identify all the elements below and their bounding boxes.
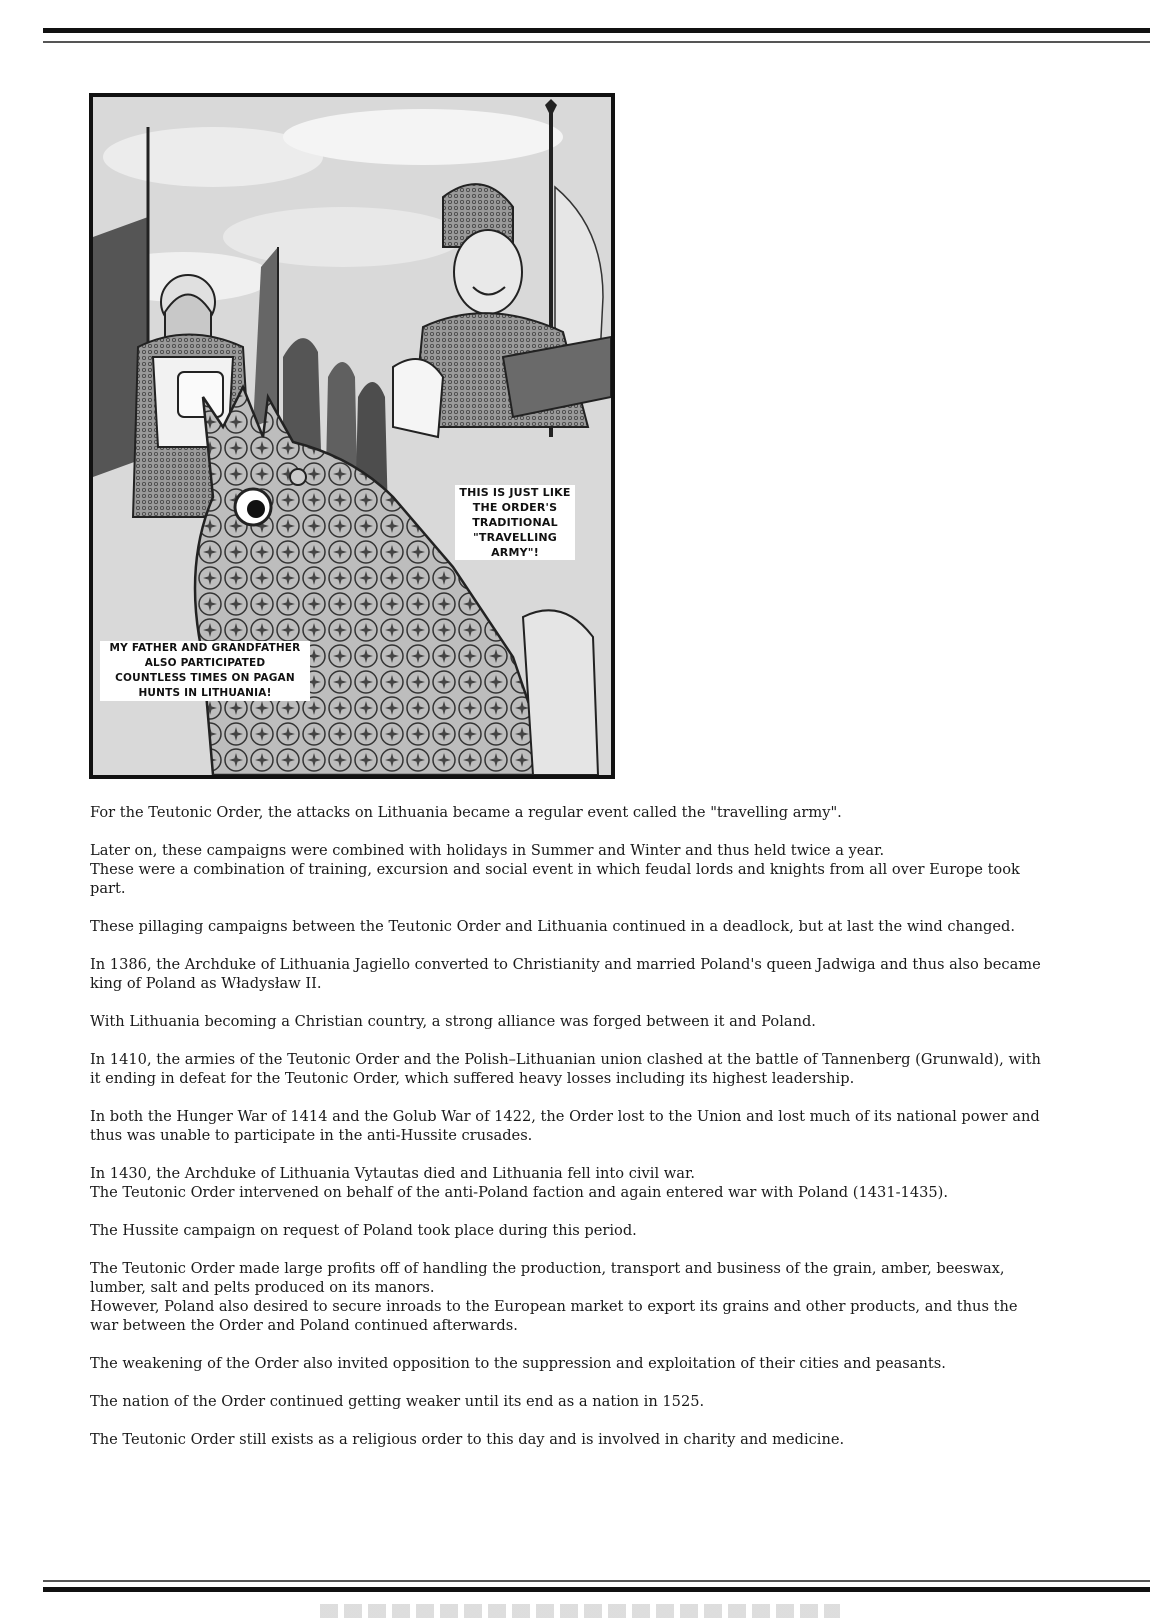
paragraph: The Teutonic Order made large profits off of handling the production, transport and business of the grain, amber, beeswax, lumber, salt and pelts produced on its manors. However, Poland also desired to secure inroads to the European market to export its grains and other products, and thus the war between the Order and Poland continued afterwards.: [90, 1260, 1018, 1334]
cropped-footer-text: [320, 1604, 840, 1618]
paragraph: These pillaging campaigns between the Teutonic Order and Lithuania continued in a deadlock, but at last the wind changed.: [90, 918, 1015, 935]
top-border-thick: [43, 28, 1150, 33]
speech-bubble-left: MY FATHER AND GRANDFATHER ALSO PARTICIPATED COUNTLESS TIMES ON PAGAN HUNTS IN LITHUANIA!: [100, 641, 310, 701]
paragraph: With Lithuania becoming a Christian country, a strong alliance was forged between it and Poland.: [90, 1013, 816, 1030]
speech-bubble-right: THIS IS JUST LIKE THE ORDER'S TRADITIONAL "TRAVELLING ARMY"!: [455, 485, 575, 560]
paragraph: In 1410, the armies of the Teutonic Order and the Polish–Lithuanian union clashed at the battle of Tannenberg (Grunwald), with it ending in defeat for the Teutonic Order, which suffered heavy losses including its highest leadership.: [90, 1051, 1041, 1087]
bottom-border-thin: [43, 1580, 1150, 1582]
top-border-thin: [43, 41, 1150, 43]
paragraph: Later on, these campaigns were combined with holidays in Summer and Winter and thus held twice a year. These were a combination of training, excursion and social event in which feudal lords and knights from all over Europe took part.: [90, 842, 1020, 897]
paragraph: In both the Hunger War of 1414 and the Golub War of 1422, the Order lost to the Union and lost much of its national power and thus was unable to participate in the anti-Hussite crusades.: [90, 1108, 1040, 1144]
paragraph: For the Teutonic Order, the attacks on Lithuania became a regular event called the "travelling army".: [90, 804, 842, 821]
paragraph: In 1430, the Archduke of Lithuania Vytautas died and Lithuania fell into civil war. The Teutonic Order intervened on behalf of the anti-Poland faction and again entered war with Poland (1431-1435).: [90, 1165, 949, 1201]
bottom-border-thick: [43, 1587, 1150, 1592]
paragraph: The nation of the Order continued getting weaker until its end as a nation in 1525.: [90, 1393, 705, 1410]
article-body: [90, 803, 1045, 1468]
paragraph: The Teutonic Order still exists as a religious order to this day and is involved in charity and medicine.: [90, 1431, 845, 1448]
paragraph: In 1386, the Archduke of Lithuania Jagiello converted to Christianity and married Poland's queen Jadwiga and thus also became king of Poland as Władysław II.: [90, 956, 1041, 992]
paragraph: The Hussite campaign on request of Poland took place during this period.: [90, 1222, 637, 1239]
paragraph: The weakening of the Order also invited opposition to the suppression and exploitation of their cities and peasants.: [90, 1355, 946, 1372]
